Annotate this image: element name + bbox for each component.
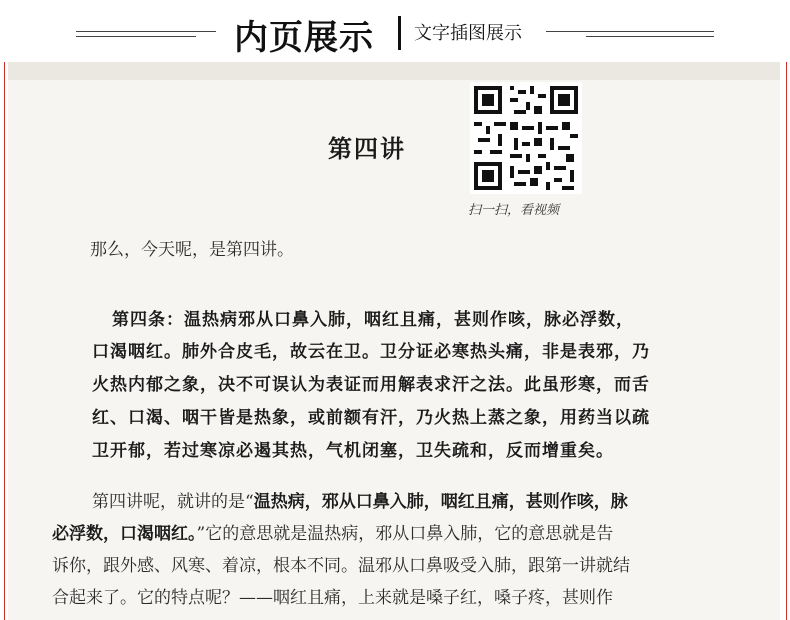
qr-code-graphic bbox=[470, 82, 582, 194]
chapter-title: 第四讲 bbox=[328, 134, 406, 163]
decor-line bbox=[586, 36, 714, 37]
body-line: 合起来了。它的特点呢？——咽红且痛，上来就是嗓子红，嗓子疼，甚则作 bbox=[52, 588, 613, 608]
body-quote-text: 温热病，邪从口鼻入肺，咽红且痛，甚则作咳，脉 bbox=[253, 492, 628, 512]
header-banner bbox=[0, 0, 790, 62]
left-border bbox=[4, 0, 5, 620]
quote-line: 第四条：温热病邪从口鼻入肺，咽红且痛，甚则作咳，脉必浮数， bbox=[112, 310, 634, 330]
body-line bbox=[52, 519, 613, 544]
intro-paragraph: 那么，今天呢，是第四讲。 bbox=[90, 240, 294, 260]
quote-line: 卫开郁，若过寒凉必遏其热，气机闭塞，卫失疏和，反而增重矣。 bbox=[92, 441, 614, 461]
body-text: 第四讲呢，就讲的是“ bbox=[92, 492, 254, 512]
quote-line: 火热内郁之象，决不可误认为表证而用解表求汗之法。此虽形寒，而舌 bbox=[92, 375, 650, 395]
body-quote-text: 必浮数，口渴咽红。 bbox=[52, 524, 197, 544]
right-border bbox=[786, 0, 787, 620]
page-top-bleed bbox=[8, 62, 780, 80]
qr-caption: 扫一扫，看视频 bbox=[468, 203, 560, 218]
quote-line: 口渴咽红。肺外合皮毛，故云在卫。卫分证必寒热头痛，非是表邪，乃 bbox=[92, 342, 650, 362]
decor-line bbox=[76, 36, 196, 37]
qr-code bbox=[470, 82, 582, 194]
body-line: 诉你，跟外感、风寒、着凉，根本不同。温邪从口鼻吸受入肺，跟第一讲就结 bbox=[52, 556, 630, 576]
decor-line bbox=[546, 31, 714, 32]
body-text: ”它的意思就是温热病，邪从口鼻入肺，它的意思就是告 bbox=[196, 524, 614, 544]
banner-subtitle: 文字插图展示 bbox=[414, 23, 522, 44]
body-line bbox=[92, 487, 628, 512]
quote-line: 红、口渴、咽干皆是热象，或前额有汗，乃火热上蒸之象，用药当以疏 bbox=[92, 408, 650, 428]
book-page bbox=[8, 62, 780, 620]
title-separator bbox=[398, 16, 401, 50]
decor-line bbox=[76, 31, 216, 32]
banner-title: 内页展示 bbox=[234, 18, 374, 58]
